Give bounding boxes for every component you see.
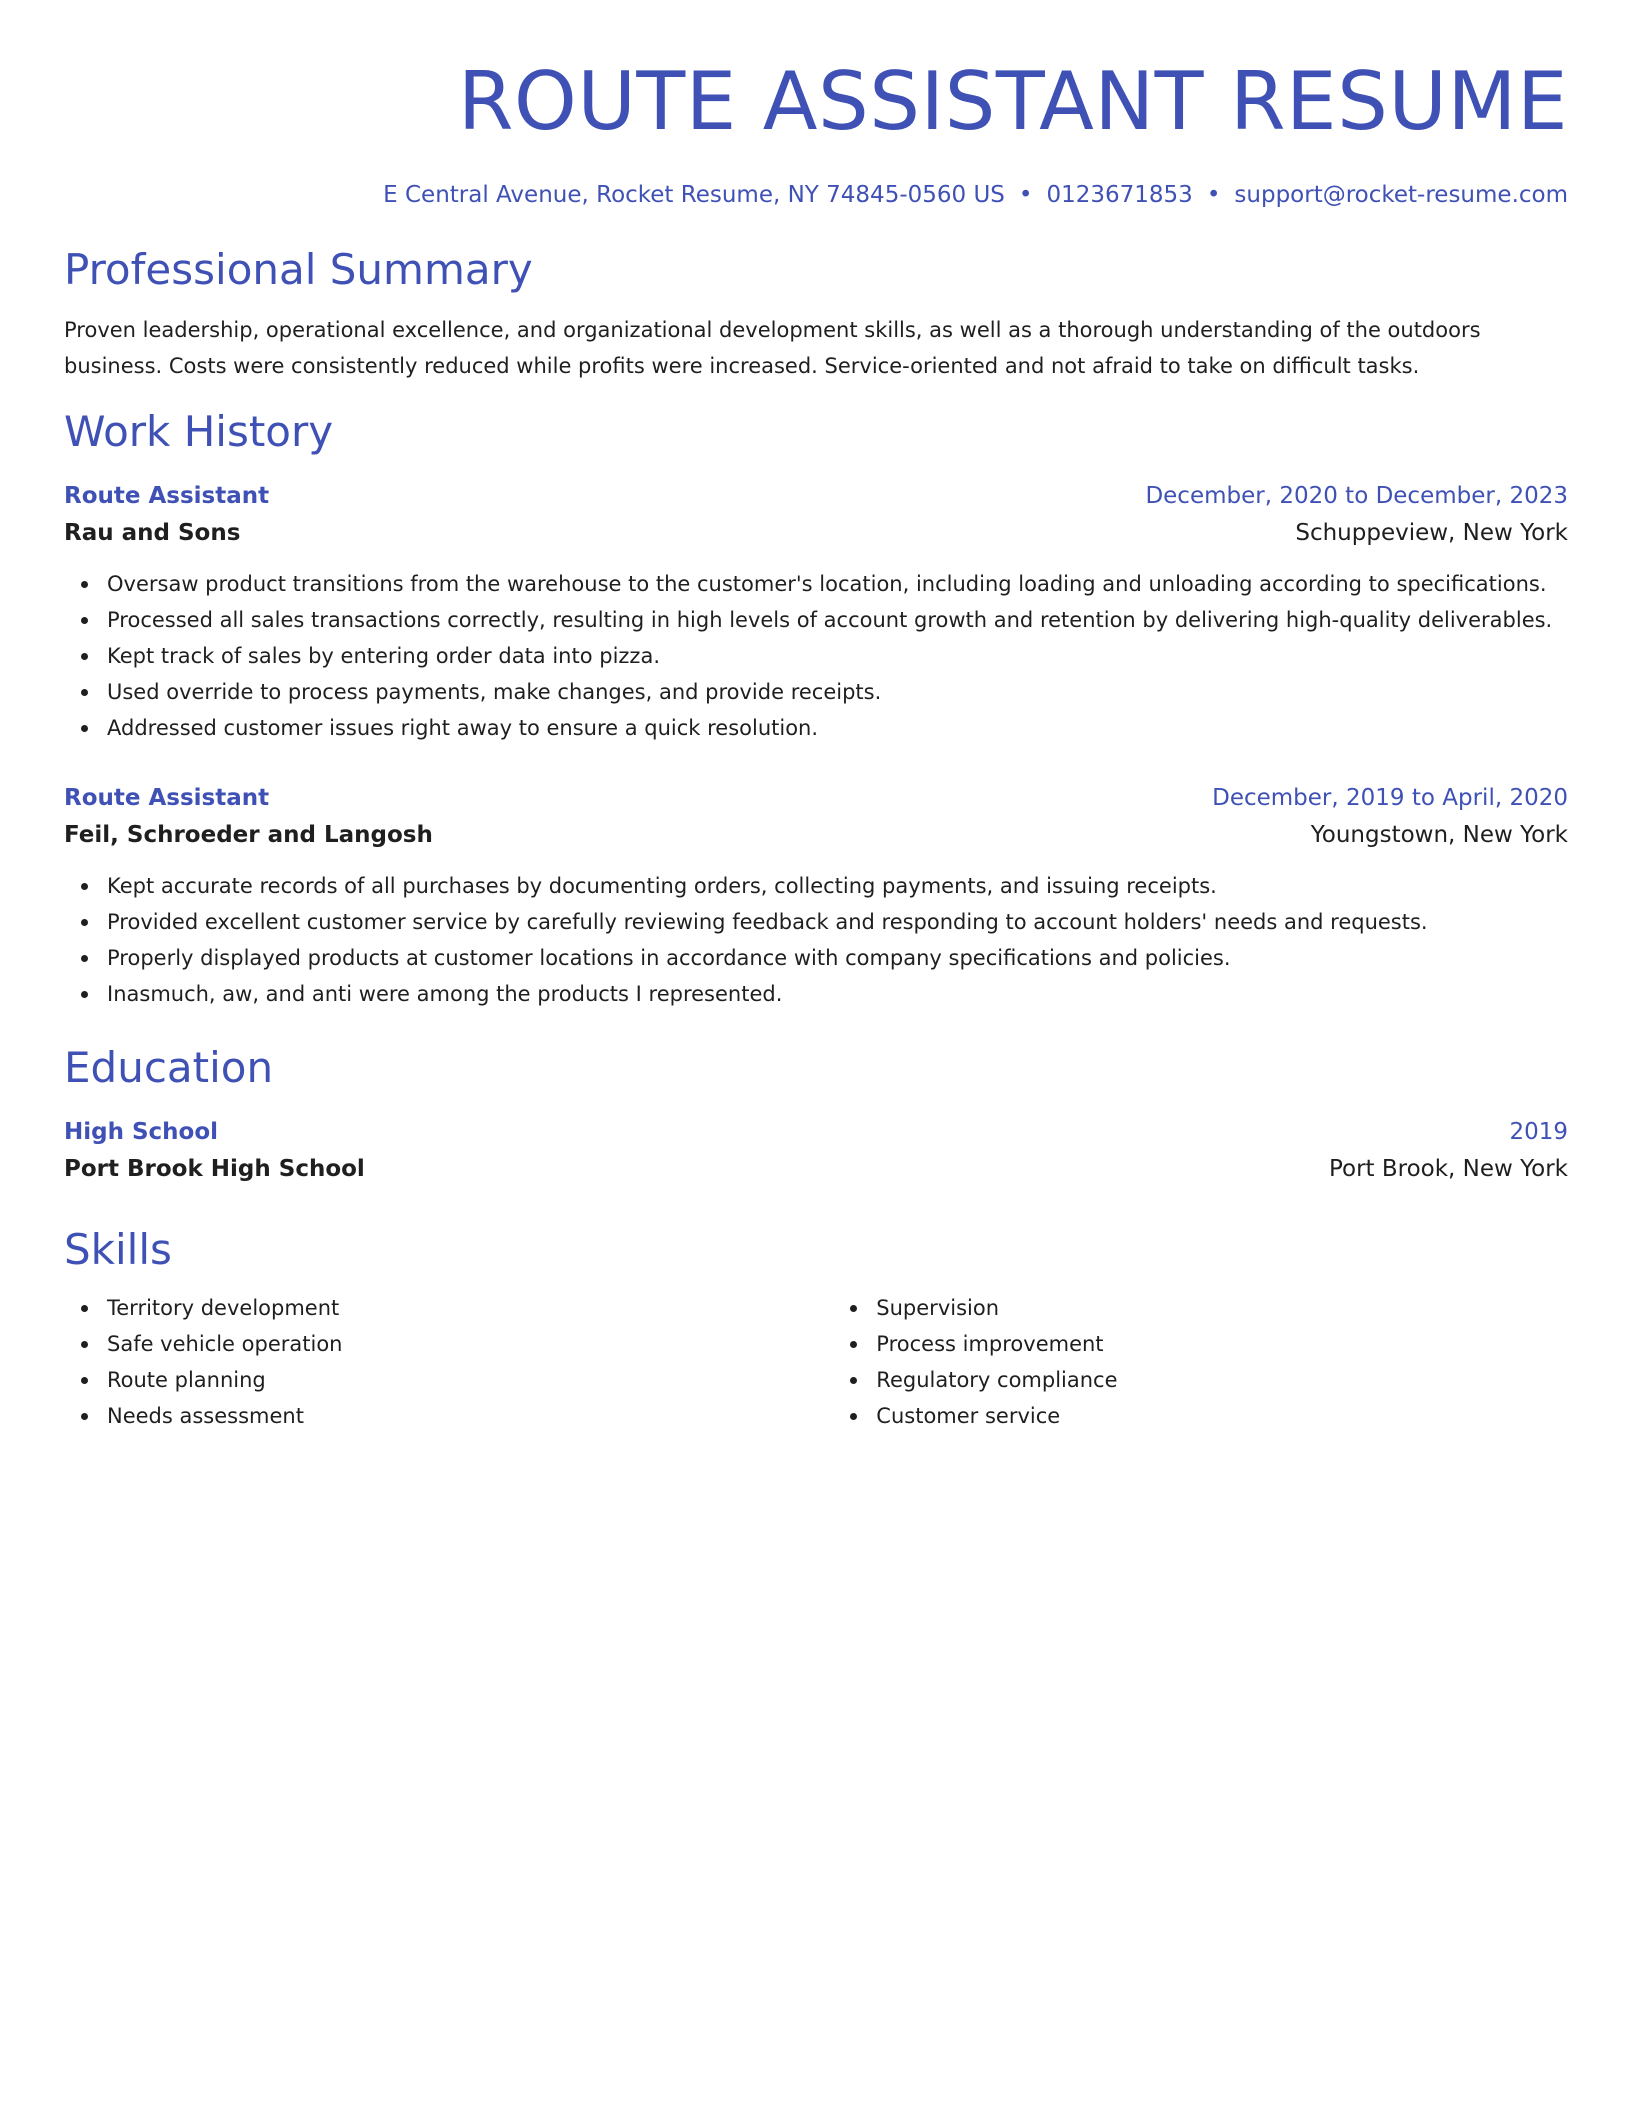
skill-item: Territory development [107,1290,833,1326]
education-location: Port Brook, New York [1328,1156,1568,1182]
work-entry [64,780,1568,1012]
job-bullet: Kept track of sales by entering order data into pizza. [107,638,1568,674]
job-role: Route Assistant [64,483,270,509]
education-degree: High School [64,1119,219,1145]
education-school: Port Brook High School [64,1156,365,1182]
section-title-summary: Professional Summary [64,245,533,294]
job-dates: December, 2020 to December, 2023 [1145,483,1568,509]
education-entry-subheader [64,1150,1568,1188]
job-bullets [64,566,1568,746]
work-entry-subheader [64,816,1568,854]
skill-item: Process improvement [876,1326,1568,1362]
skill-item: Regulatory compliance [876,1362,1568,1398]
work-entry-subheader [64,514,1568,552]
job-dates: December, 2019 to April, 2020 [1212,785,1568,811]
job-bullet: Kept accurate records of all purchases by documenting orders, collecting payments, and issuing receipts. [107,868,1568,904]
contact-separator: • [1206,182,1221,208]
skills-column-right [833,1290,1568,1434]
contact-separator: • [1018,182,1033,208]
job-bullet: Processed all sales transactions correctly, resulting in high levels of account growth and retention by delivering high-quality deliverables. [107,602,1568,638]
skill-item: Customer service [876,1398,1568,1434]
skill-item: Safe vehicle operation [107,1326,833,1362]
education-year: 2019 [1509,1119,1568,1145]
job-role: Route Assistant [64,785,270,811]
summary-text: Proven leadership, operational excellence, and organizational development skills, as well as a thorough understanding of the outdoors business. Costs were consistently reduced while profits were increased. Service-oriented and not afraid to take on difficult tasks. [64,318,1481,378]
education-entry-header [64,1114,1568,1150]
job-bullet: Inasmuch, aw, and anti were among the products I represented. [107,976,1568,1012]
contact-address: E Central Avenue, Rocket Resume, NY 74845-0560 US [383,182,1005,208]
job-bullets [64,868,1568,1012]
job-bullet: Provided excellent customer service by carefully reviewing feedback and responding to account holders' needs and requests. [107,904,1568,940]
job-location: Youngstown, New York [1310,822,1568,848]
skills-column-left [64,1290,833,1434]
job-bullet: Used override to process payments, make changes, and provide receipts. [107,674,1568,710]
skill-item: Needs assessment [107,1398,833,1434]
section-title-education: Education [64,1043,274,1092]
resume-title: ROUTE ASSISTANT RESUME [457,55,1568,148]
job-bullet: Addressed customer issues right away to ensure a quick resolution. [107,710,1568,746]
contact-phone: 0123671853 [1046,182,1193,208]
skills-list [64,1290,1568,1434]
skill-item: Supervision [876,1290,1568,1326]
job-location: Schuppeview, New York [1295,520,1568,546]
contact-email: support@rocket-resume.com [1234,182,1568,208]
section-title-skills: Skills [64,1225,172,1274]
work-entry-header [64,478,1568,514]
contact-line [64,180,1568,210]
job-company: Feil, Schroeder and Langosh [64,822,433,848]
work-entry [64,478,1568,746]
skill-item: Route planning [107,1362,833,1398]
job-bullet: Properly displayed products at customer locations in accordance with company specifications and policies. [107,940,1568,976]
section-title-work-history: Work History [64,407,334,456]
job-company: Rau and Sons [64,520,241,546]
work-entry-header [64,780,1568,816]
education-entry [64,1114,1568,1188]
job-bullet: Oversaw product transitions from the warehouse to the customer's location, including loading and unloading according to specifications. [107,566,1568,602]
